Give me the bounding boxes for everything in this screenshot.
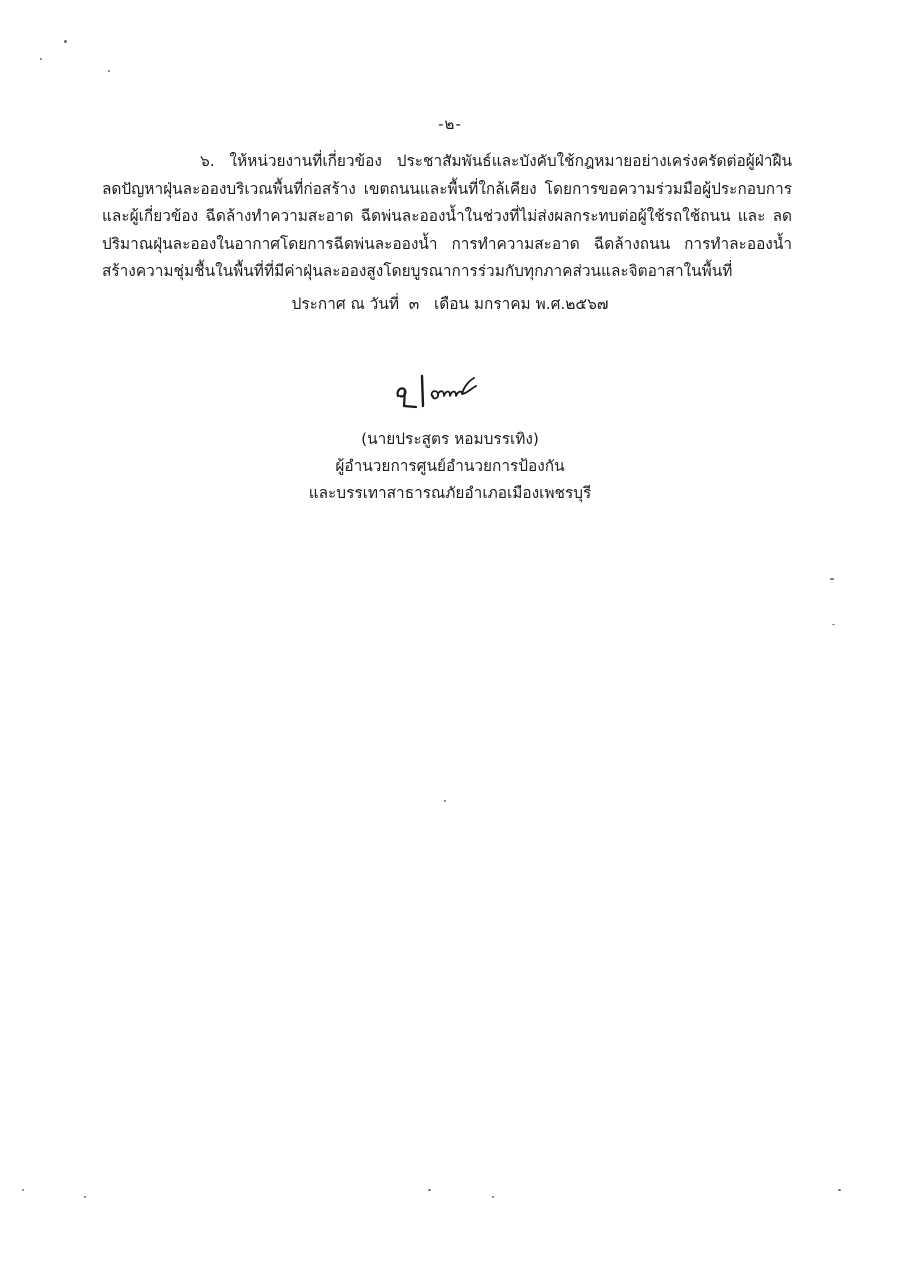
scan-speck	[84, 1196, 86, 1198]
scan-speck	[22, 1189, 24, 1191]
body-paragraph-container	[102, 148, 792, 286]
scan-speck	[838, 1189, 841, 1191]
signer-block	[0, 426, 900, 507]
scan-speck	[444, 800, 446, 802]
signer-title-line2: และบรรเทาสาธารณภัยอำเภอเมืองเพชรบุรี	[308, 484, 592, 502]
scan-speck	[428, 1189, 431, 1191]
signer-title-line1: ผู้อำนวยการศูนย์อำนวยการป้องกัน	[335, 457, 565, 475]
page-number: -๒-	[438, 115, 462, 133]
scan-speck	[40, 58, 42, 60]
scan-speck	[64, 40, 67, 43]
announcement-date: ประกาศ ณ วันที่ ๓ เดือน มกราคม พ.ศ.๒๕๖๗	[291, 295, 609, 313]
signer-name: (นายประสูตร หอมบรรเทิง)	[361, 430, 539, 448]
scan-speck	[832, 624, 835, 625]
body-paragraph: ๖. ให้หน่วยงานที่เกี่ยวข้อง ประชาสัมพันธ์และบังคับใช้กฎหมายอย่างเคร่งครัดต่อผู้ฝ่าฝืน ลดปัญหาฝุ่นละอองบริเวณพื้นที่ก่อสร้าง เขตถนนและพื้นที่ใกล้เคียง โดยการขอความร่วมมือผู้ประกอบการ และผู้เกี่ยวข้อง ฉีดล้างทำความสะอาด ฉีดพ่นละอองน้ำในช่วงที่ไม่ส่งผลกระทบต่อผู้ใช้รถใช้ถนน และ ลดปริมาณฝุ่นละอองในอากาศโดยการฉีดพ่นละอองน้ำ การทำความสะอาด ฉีดล้างถนน การทำละอองน้ำ สร้างความชุ่มชื้นในพื้นที่ที่มีค่าฝุ่นละอองสูงโดยบูรณาการร่วมกับทุกภาคส่วนและจิตอาสาในพื้นที่	[102, 152, 792, 281]
scan-speck	[108, 70, 110, 72]
scan-speck	[830, 578, 834, 580]
scan-speck	[492, 1196, 494, 1198]
signature-image	[392, 366, 492, 412]
